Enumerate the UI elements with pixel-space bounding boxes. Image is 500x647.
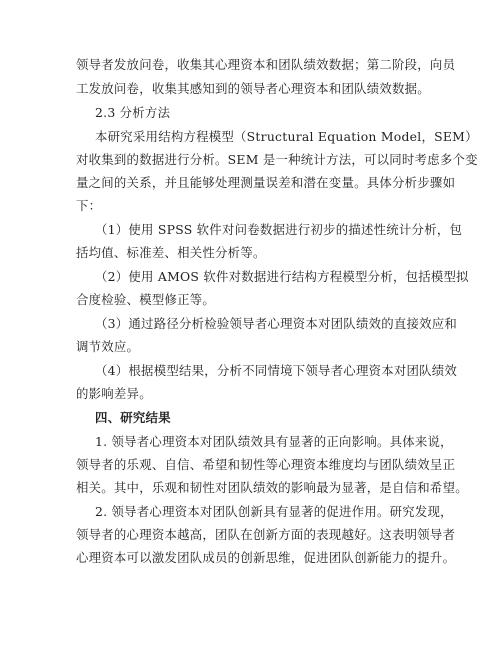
result-1-line-2: 领导者的乐观、自信、希望和韧性等心理资本维度均与团队绩效呈正 <box>76 457 456 472</box>
section-heading-analysis-method: 2.3 分析方法 <box>95 105 171 120</box>
result-1-line-1: 1. 领导者心理资本对团队绩效具有显著的正向影响。具体来说， <box>95 434 453 449</box>
result-1-line-3: 相关。其中，乐观和韧性对团队绩效的影响最为显著，是自信和希望。 <box>76 480 468 495</box>
list-item-4-line-1: （4）根据模型结果，分析不同情境下领导者心理资本对团队绩效 <box>95 363 458 378</box>
result-2-line-3: 心理资本可以激发团队成员的创新思维，促进团队创新能力的提升。 <box>76 550 456 565</box>
body-line-1: 领导者发放问卷，收集其心理资本和团队绩效数据；第二阶段，向员 <box>76 57 456 72</box>
list-item-3-line-2: 调节效应。 <box>76 339 140 354</box>
body-line-6: 量之间的关系，并且能够处理测量误差和潜在变量。具体分析步骤如 <box>76 175 456 190</box>
result-2-line-2: 领导者的心理资本越高，团队在创新方面的表现越好。这表明领导者 <box>76 527 456 542</box>
list-item-2-line-1: （2）使用 AMOS 软件对数据进行结构方程模型分析，包括模型拟 <box>95 269 469 284</box>
list-item-1-line-1: （1）使用 SPSS 软件对问卷数据进行初步的描述性统计分析，包 <box>95 222 463 237</box>
list-item-1-line-2: 括均值、标准差、相关性分析等。 <box>76 245 266 260</box>
list-item-4-line-2: 的影响差异。 <box>76 386 152 401</box>
result-2-line-1: 2. 领导者心理资本对团队创新具有显著的促进作用。研究发现， <box>95 504 453 519</box>
body-line-5: 对收集到的数据进行分析。SEM 是一种统计方法，可以同时考虑多个变 <box>76 152 478 167</box>
list-item-3-line-1: （3）通过路径分析检验领导者心理资本对团队绩效的直接效应和 <box>95 316 458 331</box>
body-line-2: 工发放问卷，收集其感知到的领导者心理资本和团队绩效数据。 <box>76 81 430 96</box>
body-line-7: 下： <box>76 198 102 213</box>
list-item-2-line-2: 合度检验、模型修正等。 <box>76 292 216 307</box>
body-line-4: 本研究采用结构方程模型（Structural Equation Model，SEM） <box>95 129 478 144</box>
section-heading-results: 四、研究结果 <box>95 410 171 425</box>
